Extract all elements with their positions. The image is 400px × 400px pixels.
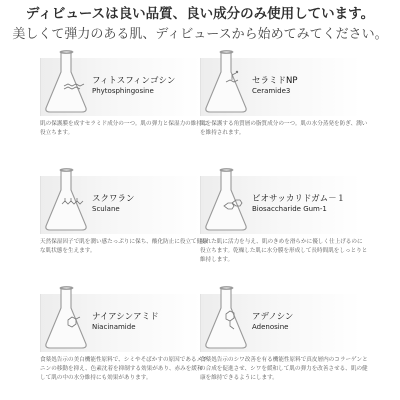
page-header [0, 6, 400, 43]
ingredient-description: 疲れた肌に活力を与え、肌のきめを滑らかに優しく仕上げるのに役立ちます。乾燥した肌に水分膜を形成して長時間肌をしっとりと維持します。 [200, 239, 368, 263]
ingredient-description: 食薬処告示のシワ改善を有る機能性原料で真皮層内のコラーゲンとの合成を促進させ、シワを緩和して肌の弾力を改善させる、肌の健康を維持できるようにします。 [200, 357, 368, 381]
flask-icon [202, 286, 248, 350]
ingredient-description: 天然保湿因子で肌を潤い感たっぷりに保ち、酸化防止に役立て健康な肌状態を生えます。 [40, 239, 208, 254]
ingredient-description: 肌の保護膜を成すセラミド成分の一つ。肌の弾力と保湿力の維持に役立ちます。 [40, 121, 208, 136]
ingredient-name-ja: ナイアシンアミド [92, 312, 159, 322]
ingredient-name-ja: セラミドNP [252, 76, 298, 86]
flask-icon [202, 168, 248, 232]
subheadline: 美しくて弾力のある肌、ディビュースから始めてみてください。 [12, 27, 388, 42]
ingredient-name-ja: スクワラン [92, 194, 135, 204]
ingredient-name-ja: アデノシン [252, 312, 294, 322]
ingredient-description: 食薬処告示の美白機能性原料で、シミやそばかすの原因であるメラニンの移動を抑え、色素沈着を抑制する効果があり、赤みを緩和して肌の中の水分維持にも効果があります。 [40, 357, 208, 381]
headline: ディビュースは良い品質、良い成分のみ使用しています。 [25, 6, 375, 22]
ingredient-name-ja: ビオサッカリドガム－１ [252, 194, 346, 204]
ingredient-name-en: Biosaccharide Gum-1 [252, 205, 327, 213]
flask-icon [42, 286, 88, 350]
flask-icon [202, 50, 248, 114]
ingredient-description: 肌を保護する角質層の脂質成分の一つ。肌の水分蒸発を防ぎ、潤いを維持されます。 [200, 121, 368, 136]
ingredient-name-ja: フィトスフィンゴシン [92, 76, 176, 86]
ingredient-name-en: Ceramide3 [252, 87, 291, 95]
flask-icon [42, 50, 88, 114]
flask-icon [42, 168, 88, 232]
ingredient-name-en: Niacinamide [92, 323, 136, 331]
ingredient-name-en: Sculane [92, 205, 120, 213]
ingredient-name-en: Adenosine [252, 323, 289, 331]
ingredient-name-en: Phytosphingosine [92, 87, 154, 95]
